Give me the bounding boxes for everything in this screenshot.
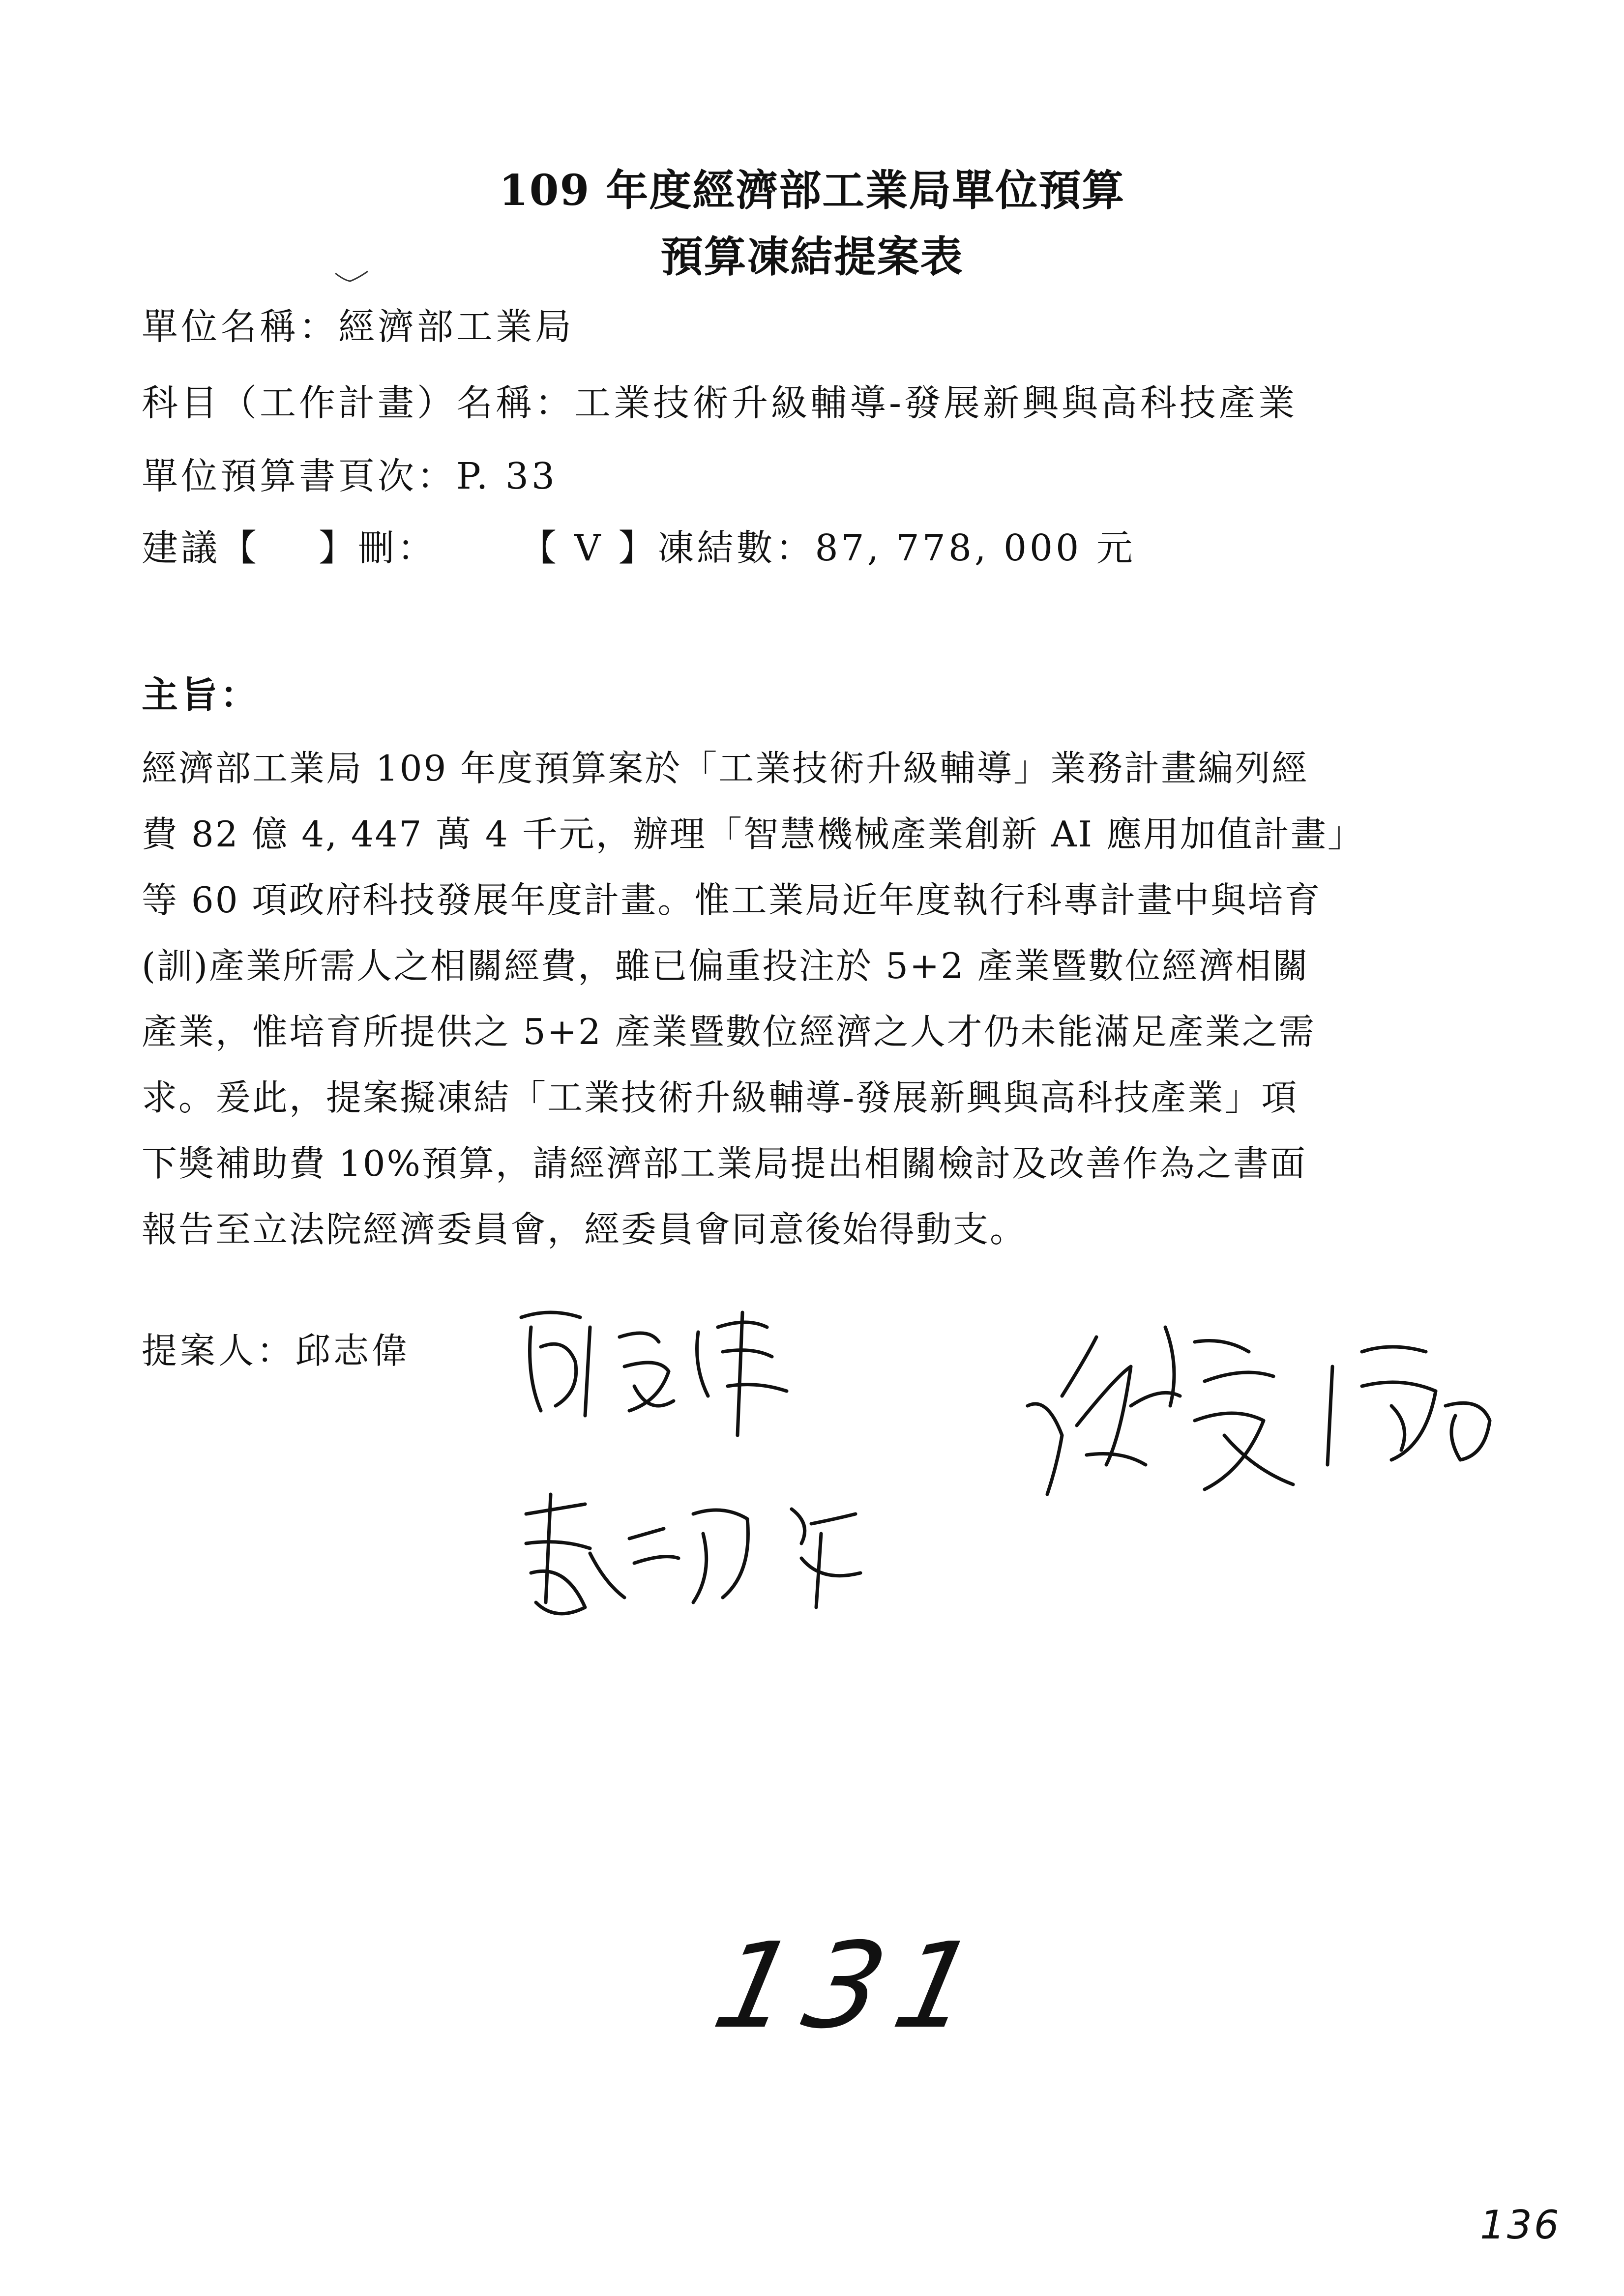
signature-1-image xyxy=(511,1298,816,1445)
proposal-mid: 】刪： xyxy=(319,527,437,569)
body-line: (訓)產業所需人之相關經費，雖已偏重投注於 5+2 產業暨數位經濟相關 xyxy=(142,945,1309,987)
proposal-type-field xyxy=(142,527,1136,569)
check-mark-icon xyxy=(334,269,369,284)
body-line: 下獎補助費 10%預算，請經濟部工業局提出相關檢討及改善作為之書面 xyxy=(142,1143,1307,1184)
subject-body xyxy=(142,735,1504,1262)
document-title-line1: 109 年度經濟部工業局單位預算 xyxy=(499,166,1125,215)
signature-3-image xyxy=(1018,1308,1500,1524)
body-line: 費 82 億 4, 447 萬 4 千元，辦理「智慧機械產業創新 AI 應用加值計畫」 xyxy=(142,814,1364,855)
budget-page-field: 單位預算書頁次：P. 33 xyxy=(142,455,558,497)
proposer-label: 提案人：邱志偉 xyxy=(142,1330,411,1371)
subject-name-field: 科目（工作計畫）名稱：工業技術升級輔導-發展新興與高科技產業 xyxy=(142,382,1298,424)
page-number: 136 xyxy=(1480,2202,1561,2248)
document-title-line2: 預算凍結提案表 xyxy=(660,232,964,282)
subject-heading: 主旨： xyxy=(142,674,260,716)
body-line: 產業，惟培育所提供之 5+2 產業暨數位經濟之人才仍未能滿足產業之需 xyxy=(142,1011,1316,1052)
body-line: 等 60 項政府科技發展年度計畫。惟工業局近年度執行科專計畫中與培育 xyxy=(142,879,1322,921)
handwritten-number: 131 xyxy=(703,1917,1002,2055)
body-line: 經濟部工業局 109 年度預算案於「工業技術升級輔導」業務計畫編列經 xyxy=(142,748,1309,789)
freeze-checkbox-mark: V xyxy=(574,527,604,569)
freeze-bracket-open: 【 xyxy=(520,527,560,569)
body-line: 報告至立法院經濟委員會，經委員會同意後始得動支。 xyxy=(142,1209,1027,1250)
freeze-amount: 凍結數：87, 778, 000 元 xyxy=(657,527,1136,569)
unit-name-field: 單位名稱：經濟部工業局 xyxy=(142,306,574,348)
proposal-prefix: 建議【 xyxy=(142,527,260,569)
freeze-bracket-close: 】 xyxy=(618,527,658,569)
body-line: 求。爰此，提案擬凍結「工業技術升級輔導-發展新興與高科技產業」項 xyxy=(142,1077,1299,1118)
signature-2-image xyxy=(516,1484,875,1632)
